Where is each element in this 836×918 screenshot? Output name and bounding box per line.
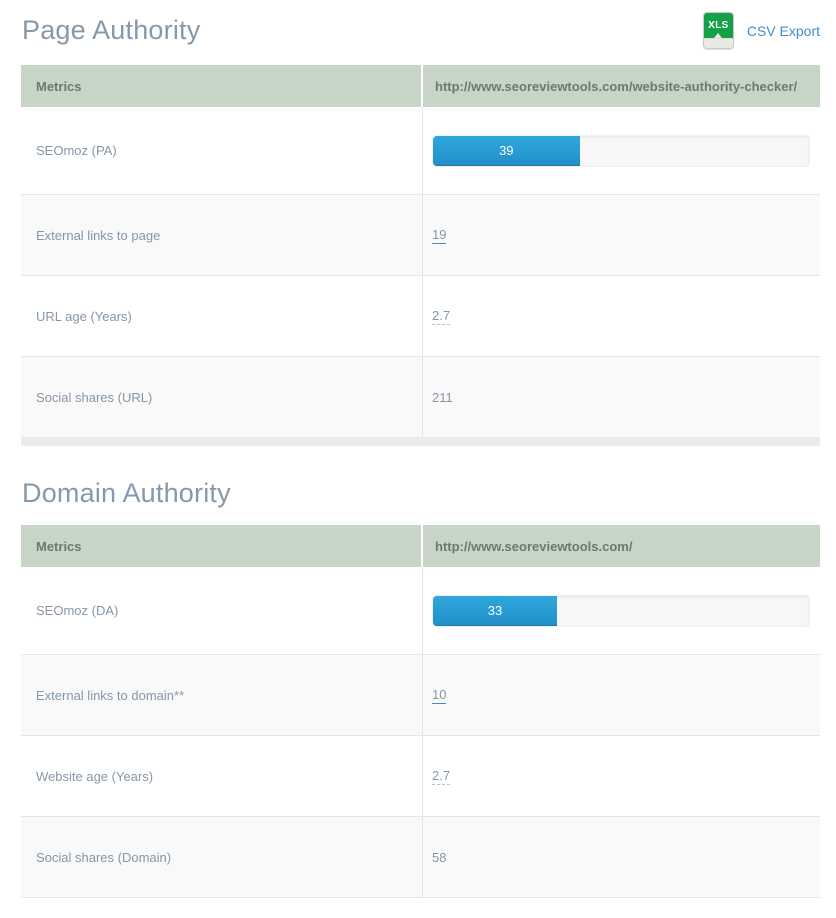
metric-label: External links to page — [36, 227, 161, 243]
progress-bar-value: 39 — [499, 143, 514, 158]
table-header-row — [21, 65, 820, 107]
metric-label: URL age (Years) — [36, 308, 132, 324]
metric-label: Website age (Years) — [36, 768, 154, 784]
metric-label-cell — [21, 195, 423, 275]
metric-label-cell — [21, 817, 423, 897]
metric-value-tooltip: 2.7 — [432, 767, 451, 783]
table-row — [21, 107, 820, 195]
page-authority-table — [21, 65, 820, 446]
metric-label-cell — [21, 567, 423, 654]
column-header-url: http://www.seoreviewtools.com/ — [423, 525, 820, 567]
xls-icon-bottom — [704, 38, 733, 48]
metric-value-cell — [423, 736, 820, 816]
xls-icon-label: XLS — [708, 20, 729, 31]
page-title: Domain Authority — [22, 478, 231, 508]
metric-label-cell — [21, 736, 423, 816]
xls-icon-top — [704, 13, 733, 38]
metric-value-cell — [423, 567, 820, 654]
metric-value: 211 — [432, 389, 453, 405]
metric-value-cell — [423, 655, 820, 735]
table-row — [21, 357, 820, 438]
table-body — [21, 567, 820, 898]
authority-progress-bar — [432, 135, 810, 167]
table-body — [21, 107, 820, 438]
metric-value-cell — [423, 357, 820, 437]
metric-value-cell — [423, 195, 820, 275]
table-row — [21, 655, 820, 736]
page-title: Page Authority — [22, 15, 201, 45]
metric-label-cell — [21, 655, 423, 735]
table-row — [21, 817, 820, 898]
metric-value: 58 — [432, 849, 447, 865]
metric-label: Social shares (URL) — [36, 389, 153, 405]
column-header-metrics: Metrics — [21, 525, 423, 567]
metric-label: SEOmoz (DA) — [36, 603, 119, 618]
metric-value-tooltip: 2.7 — [432, 307, 451, 323]
progress-bar-fill — [433, 596, 557, 626]
metric-label: SEOmoz (PA) — [36, 143, 117, 158]
export-group — [703, 12, 820, 49]
table-row — [21, 567, 820, 655]
xls-arrow-icon — [714, 33, 722, 38]
table-row — [21, 276, 820, 357]
table-row — [21, 195, 820, 276]
domain-authority-table — [21, 525, 820, 898]
metric-label: External links to domain** — [36, 687, 185, 703]
table-header-row — [21, 525, 820, 567]
page-authority-header — [0, 0, 836, 49]
column-header-metrics: Metrics — [21, 65, 423, 107]
metric-label-cell — [21, 357, 423, 437]
domain-authority-header — [0, 446, 836, 509]
csv-export-link[interactable]: CSV Export — [746, 22, 820, 39]
metric-value-cell — [423, 107, 820, 194]
metric-label-cell — [21, 107, 423, 194]
metric-label-cell — [21, 276, 423, 356]
metric-value-cell — [423, 276, 820, 356]
metric-label: Social shares (Domain) — [36, 849, 172, 865]
authority-progress-bar — [432, 595, 810, 627]
column-header-url: http://www.seoreviewtools.com/website-authority-checker/ — [423, 65, 820, 107]
progress-bar-fill — [433, 136, 580, 166]
progress-bar-value: 33 — [487, 603, 503, 618]
page-authority-section — [0, 0, 836, 446]
xls-file-icon[interactable] — [703, 12, 734, 49]
metric-value-cell — [423, 817, 820, 897]
table-row — [21, 736, 820, 817]
metric-value-link[interactable]: 10 — [432, 686, 447, 702]
domain-authority-section — [0, 446, 836, 898]
table-bottom-strip — [21, 438, 820, 446]
metric-value-link[interactable]: 19 — [432, 226, 447, 242]
